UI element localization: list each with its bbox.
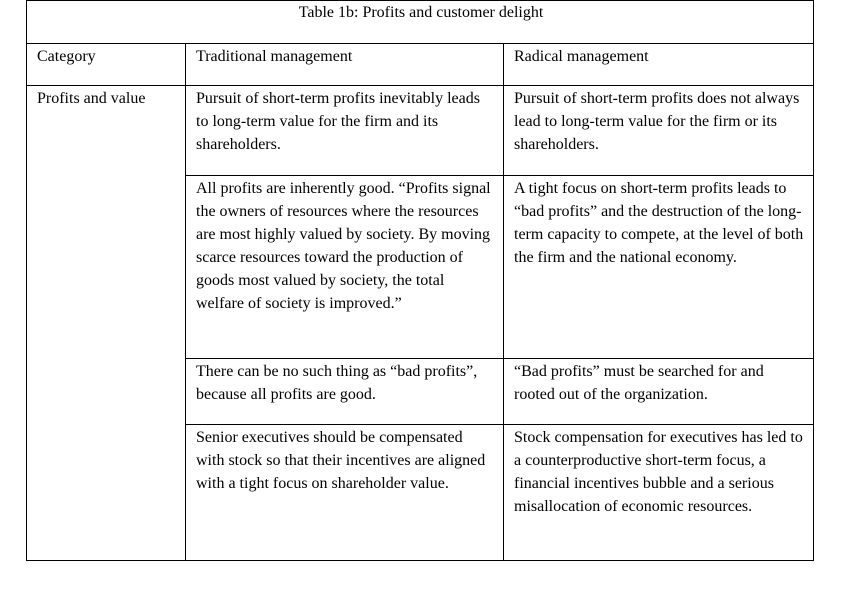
- table-title-row: [27, 1, 814, 44]
- radical-cell: “Bad profits” must be searched for and rooted out of the organization.: [504, 359, 814, 425]
- profits-comparison-table: [26, 0, 814, 561]
- header-radical: Radical management: [504, 44, 814, 86]
- traditional-cell: Pursuit of short-term profits inevitably leads to long-term value for the firm and its shareholders.: [186, 86, 504, 176]
- table-header-row: [27, 44, 814, 86]
- radical-cell: A tight focus on short-term profits leads to “bad profits” and the destruction of the long-term capacity to compete, at the level of both the firm and the national economy.: [504, 176, 814, 359]
- table-title: Table 1b: Profits and customer delight: [27, 1, 814, 44]
- header-category: Category: [27, 44, 186, 86]
- traditional-cell: All profits are inherently good. “Profits signal the owners of resources where the resources are most highly valued by society. By moving scarce resources toward the production of goods most valued by society, the total welfare of society is improved.”: [186, 176, 504, 359]
- traditional-cell: There can be no such thing as “bad profits”, because all profits are good.: [186, 359, 504, 425]
- radical-cell: Stock compensation for executives has led to a counterproductive short-term focus, a financial incentives bubble and a serious misallocation of economic resources.: [504, 425, 814, 561]
- table-row: [27, 86, 814, 176]
- header-traditional: Traditional management: [186, 44, 504, 86]
- traditional-cell: Senior executives should be compensated with stock so that their incentives are aligned with a tight focus on shareholder value.: [186, 425, 504, 561]
- radical-cell: Pursuit of short-term profits does not always lead to long-term value for the firm or its shareholders.: [504, 86, 814, 176]
- category-cell: Profits and value: [27, 86, 186, 561]
